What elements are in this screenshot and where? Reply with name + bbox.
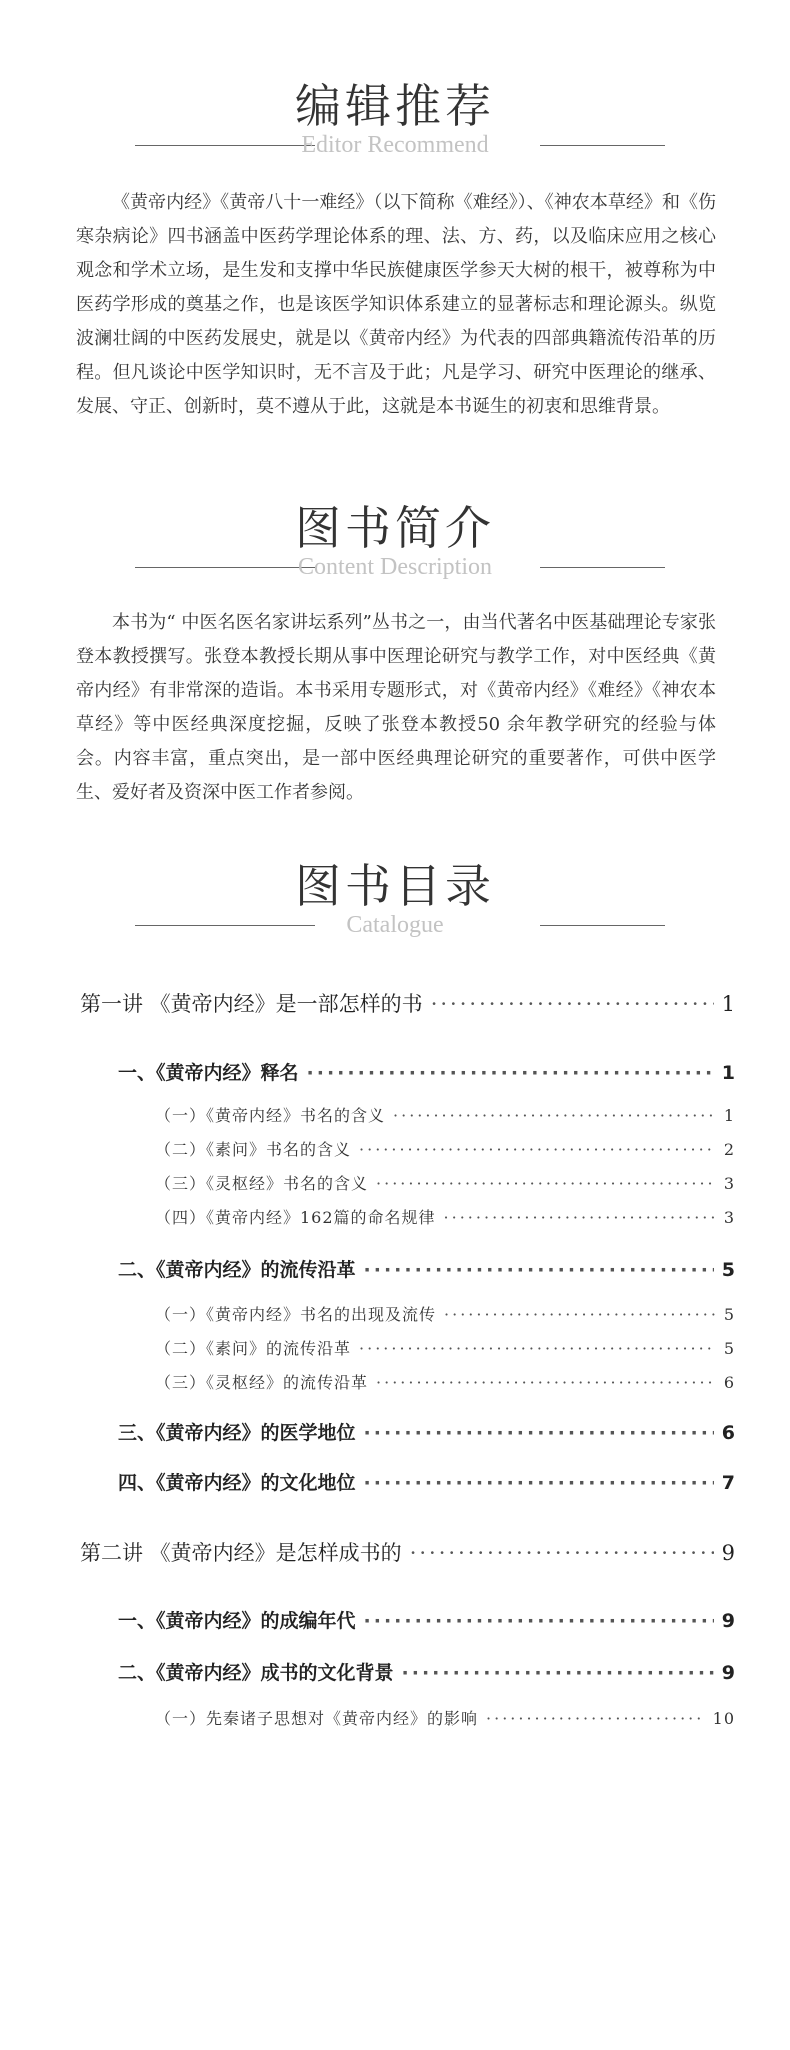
toc-item-label: （三）《灵枢经》的流传沿革 [155,1373,369,1392]
toc-item-label: 二、《黄帝内经》成书的文化背景 [118,1662,394,1684]
toc-item[interactable] [118,1606,735,1633]
toc-leader-dots [359,1339,716,1358]
toc-leader-dots [376,1373,716,1392]
toc-item-page: 9 [721,1541,735,1565]
toc-item-label: （一）先秦诸子思想对《黄帝内经》的影响 [155,1709,479,1728]
toc-item-page: 3 [723,1174,735,1193]
toc-item-label: （二）《素问》的流传沿革 [155,1339,352,1358]
toc-item[interactable] [118,1058,735,1085]
toc-item-label: （四）《黄帝内经》162篇的命名规律 [155,1208,436,1227]
toc-item[interactable] [118,1468,735,1495]
toc-item-page: 5 [723,1305,735,1324]
toc-leader-dots [393,1106,716,1125]
toc-item[interactable] [80,1537,735,1567]
toc-item-label: 第二讲 《黄帝内经》是怎样成书的 [80,1541,402,1565]
content-description-header [0,500,790,590]
toc-leader-dots [431,992,714,1016]
toc-item-page: 1 [723,1106,735,1125]
toc-item-page: 9 [721,1610,735,1632]
toc-item[interactable] [155,1205,735,1228]
toc-leader-dots [444,1305,716,1324]
content-description-subtitle: Content Description [298,554,492,580]
toc-leader-dots [364,1472,714,1494]
toc-item-label: 三、《黄帝内经》的医学地位 [118,1422,356,1444]
toc-item-page: 5 [723,1339,735,1358]
toc-item[interactable] [118,1658,735,1685]
toc-item-page: 1 [721,992,735,1016]
toc-item-label: （三）《灵枢经》书名的含义 [155,1174,369,1193]
content-description-text: 本书为“ 中医名医名家讲坛系列”丛书之一，由当代著名中医基础理论专家张登本教授撰写。张登本教授长期从事中医理论研究与教学工作，对中医经典《黄帝内经》有非常深的造诣。本书采用专题形式，对《黄帝内经》《难经》《神农本草经》等中医经典深度挖掘，反映了张登本教授50 余年教学研究的经验与体会。内容丰富，重点突出，是一部中医经典理论研究的重要著作，可供中医学生、爱好者及资深中医工作者参阅。 [76,612,716,803]
toc-item[interactable] [155,1103,735,1126]
toc-item[interactable] [155,1302,735,1325]
toc-item-label: （二）《素问》书名的含义 [155,1140,352,1159]
toc-item-label: 四、《黄帝内经》的文化地位 [118,1472,356,1494]
content-description-title: 图书简介 [295,501,495,555]
toc-item-page: 2 [723,1140,735,1159]
toc-item-page: 6 [723,1373,735,1392]
toc-item[interactable] [155,1336,735,1359]
toc-leader-dots [486,1709,705,1728]
catalogue-title: 图书目录 [295,859,495,913]
toc-item[interactable] [155,1137,735,1160]
toc-item-page: 3 [723,1208,735,1227]
toc-item-label: （一）《黄帝内经》书名的含义 [155,1106,386,1125]
toc-leader-dots [376,1174,716,1193]
editor-recommend-subtitle: Editor Recommend [301,132,489,158]
toc-item-page: 7 [721,1472,735,1494]
toc-leader-dots [364,1259,714,1281]
toc-item-page: 9 [721,1662,735,1684]
toc-leader-dots [359,1140,716,1159]
toc-item-label: （一）《黄帝内经》书名的出现及流传 [155,1305,437,1324]
toc-item-label: 第一讲 《黄帝内经》是一部怎样的书 [80,992,423,1016]
editor-recommend-header [0,78,790,168]
toc-leader-dots [307,1062,714,1084]
editor-recommend-text: 《黄帝内经》《黄帝八十一难经》（以下简称《难经》）、《神农本草经》和《伤寒杂病论》四书涵盖中医药学理论体系的理、法、方、药，以及临床应用之核心观念和学术立场，是生发和支撑中华民族健康医学参天大树的根干，被尊称为中医药学形成的奠基之作，也是该医学知识体系建立的显著标志和理论源头。纵览波澜壮阔的中医药发展史，就是以《黄帝内经》为代表的四部典籍流传沿革的历程。但凡谈论中医学知识时，无不言及于此；凡是学习、研究中医理论的继承、发展、守正、创新时，莫不遵从于此，这就是本书诞生的初衷和思维背景。 [76,192,716,417]
toc-item[interactable] [80,988,735,1018]
toc-item-page: 6 [721,1422,735,1444]
toc-item[interactable] [118,1255,735,1282]
toc-item[interactable] [118,1418,735,1445]
toc-leader-dots [364,1422,714,1444]
catalogue-header [0,858,790,948]
toc-item[interactable] [155,1171,735,1194]
toc-item[interactable] [155,1370,735,1393]
toc-item-label: 一、《黄帝内经》的成编年代 [118,1610,356,1632]
toc-leader-dots [444,1208,716,1227]
catalogue-subtitle: Catalogue [346,912,444,938]
toc-leader-dots [364,1610,714,1632]
toc-item-page: 10 [712,1709,735,1728]
toc-item[interactable] [155,1706,735,1729]
toc-item-page: 5 [721,1259,735,1281]
toc-item-label: 二、《黄帝内经》的流传沿革 [118,1259,356,1281]
toc-item-label: 一、《黄帝内经》释名 [118,1062,299,1084]
editor-recommend-title: 编辑推荐 [295,79,495,133]
toc-leader-dots [410,1541,714,1565]
toc-leader-dots [402,1662,714,1684]
toc-item-page: 1 [721,1062,735,1084]
